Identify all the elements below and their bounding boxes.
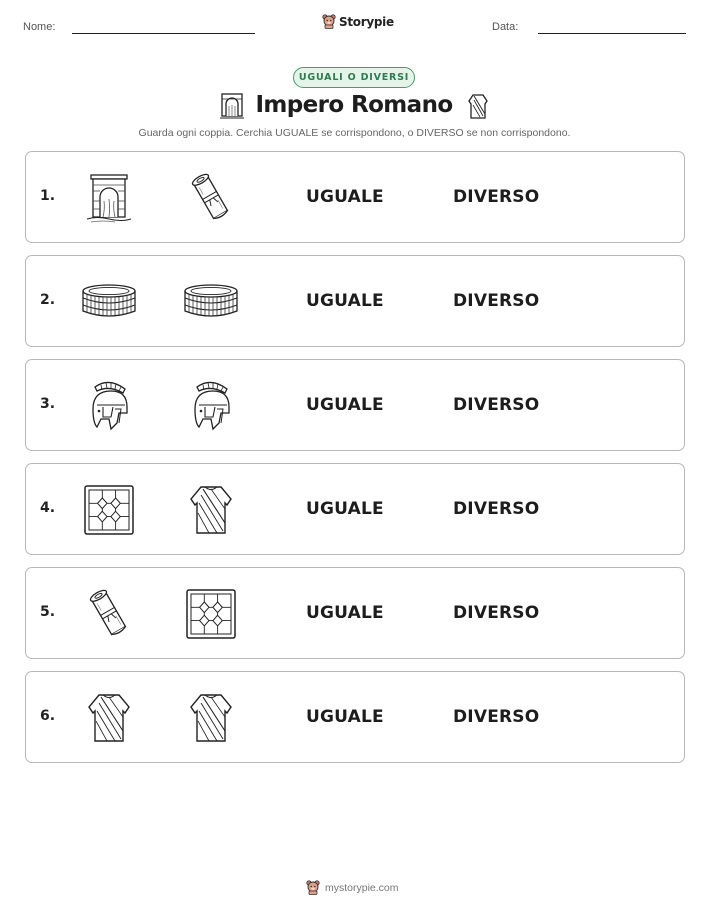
question-row	[25, 359, 685, 451]
different-option[interactable]: DIVERSO	[453, 395, 540, 415]
worksheet-header	[0, 0, 709, 50]
roman-helmet-icon	[81, 379, 137, 433]
same-option[interactable]: UGUALE	[306, 187, 384, 207]
toga-icon	[81, 691, 137, 745]
roman-helmet-icon	[183, 379, 239, 433]
scroll-icon	[183, 171, 239, 225]
different-option[interactable]: DIVERSO	[453, 187, 540, 207]
question-number: 2.	[40, 292, 56, 308]
date-line[interactable]	[538, 33, 686, 34]
mosaic-tile-icon	[81, 483, 137, 537]
same-option[interactable]: UGUALE	[306, 499, 384, 519]
name-line[interactable]	[72, 33, 255, 34]
question-row	[25, 255, 685, 347]
same-option[interactable]: UGUALE	[306, 291, 384, 311]
question-row	[25, 151, 685, 243]
different-option[interactable]: DIVERSO	[453, 291, 540, 311]
question-number: 3.	[40, 396, 56, 412]
colosseum-icon	[183, 275, 239, 329]
name-label: Nome:	[23, 21, 56, 33]
question-number: 1.	[40, 188, 56, 204]
colosseum-icon	[81, 275, 137, 329]
question-number: 5.	[40, 604, 56, 620]
brand-logo	[322, 14, 394, 29]
scroll-icon	[81, 587, 137, 641]
brand-name: Storypie	[339, 14, 394, 29]
toga-icon	[183, 691, 239, 745]
same-option[interactable]: UGUALE	[306, 603, 384, 623]
worksheet-type-badge: UGUALI O DIVERSI	[293, 67, 415, 88]
bear-mascot-icon	[306, 880, 320, 895]
different-option[interactable]: DIVERSO	[453, 707, 540, 727]
toga-icon	[466, 92, 490, 120]
aqueduct-arch-icon	[220, 92, 244, 120]
date-label: Data:	[492, 21, 519, 33]
toga-icon	[183, 483, 239, 537]
question-row	[25, 463, 685, 555]
different-option[interactable]: DIVERSO	[453, 499, 540, 519]
same-option[interactable]: UGUALE	[306, 707, 384, 727]
question-number: 4.	[40, 500, 56, 516]
worksheet-title: Impero Romano	[255, 92, 453, 118]
question-row	[25, 567, 685, 659]
mosaic-tile-icon	[183, 587, 239, 641]
question-number: 6.	[40, 708, 56, 724]
aqueduct-arch-icon	[81, 171, 137, 225]
footer	[306, 880, 399, 895]
title-row	[0, 92, 709, 124]
instructions: Guarda ogni coppia. Cerchia UGUALE se corrispondono, o DIVERSO se non corrispondono.	[138, 127, 571, 139]
bear-mascot-icon	[322, 14, 336, 29]
different-option[interactable]: DIVERSO	[453, 603, 540, 623]
footer-url: mystorypie.com	[325, 881, 399, 894]
question-row	[25, 671, 685, 763]
same-option[interactable]: UGUALE	[306, 395, 384, 415]
